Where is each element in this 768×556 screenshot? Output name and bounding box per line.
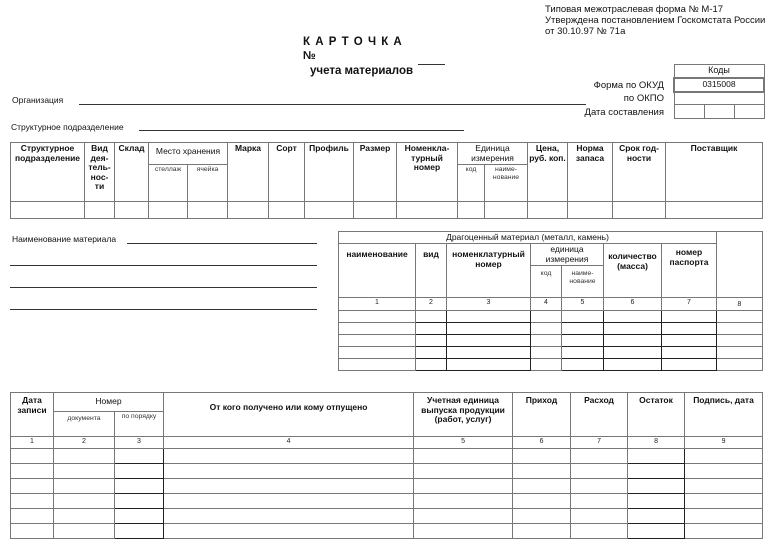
cell[interactable]: [717, 335, 763, 347]
cell[interactable]: [571, 449, 628, 464]
cell[interactable]: [305, 202, 354, 219]
col-number: 1: [11, 437, 54, 449]
cell[interactable]: [562, 323, 604, 335]
cell[interactable]: [571, 464, 628, 479]
cell[interactable]: [354, 202, 397, 219]
approval-date-line: от 30.10.97 № 71а: [545, 26, 626, 37]
cell[interactable]: [54, 494, 115, 509]
table-row: [339, 359, 763, 371]
cell[interactable]: [562, 359, 604, 371]
table-row: [339, 311, 763, 323]
cell[interactable]: [11, 449, 54, 464]
precious-material-table: [338, 231, 763, 371]
material-name-field[interactable]: [127, 243, 317, 244]
col-number: 3: [447, 298, 531, 311]
cell[interactable]: [228, 202, 269, 219]
codes-header: Коды: [674, 65, 764, 78]
cell[interactable]: [717, 347, 763, 359]
cell[interactable]: [164, 449, 414, 464]
column-numbers-row: [11, 437, 763, 449]
cell[interactable]: [115, 202, 149, 219]
cell[interactable]: [628, 509, 685, 524]
material-name-label: Наименование материала: [12, 234, 117, 244]
card-title: К А Р Т О Ч К А: [303, 36, 403, 48]
col-8-header: [717, 232, 763, 298]
col-quantity: количество (масса): [604, 244, 662, 298]
cell[interactable]: [662, 311, 717, 323]
column-numbers-row: [339, 298, 763, 311]
col-activity: Вид дея-тель-нос-ти: [85, 143, 115, 202]
cell[interactable]: [513, 494, 571, 509]
col-unit: Единица измерения: [458, 143, 528, 165]
cell[interactable]: [628, 524, 685, 539]
cell[interactable]: [562, 335, 604, 347]
col-number: 5: [562, 298, 604, 311]
cell[interactable]: [628, 494, 685, 509]
cell[interactable]: [115, 479, 164, 494]
col-stock-norm: Норма запаса: [568, 143, 613, 202]
cell[interactable]: [685, 449, 763, 464]
cell[interactable]: [11, 494, 54, 509]
cell[interactable]: [54, 524, 115, 539]
cell[interactable]: [685, 494, 763, 509]
cell[interactable]: [685, 509, 763, 524]
col-price: Цена, руб. коп.: [528, 143, 568, 202]
col-unit-name: наиме-нование: [485, 165, 528, 202]
movement-table: [10, 392, 763, 539]
table-row: [339, 323, 763, 335]
col-rack: стеллаж: [149, 165, 188, 202]
date-year[interactable]: [734, 105, 764, 119]
col-number: 2: [54, 437, 115, 449]
cell[interactable]: [662, 335, 717, 347]
col-accounting-unit: Учетная единица выпуска продукции (работ, услуг): [414, 393, 513, 437]
cell[interactable]: [11, 464, 54, 479]
col-date: Дата записи: [11, 393, 54, 437]
date-month[interactable]: [704, 105, 734, 119]
cell[interactable]: [571, 524, 628, 539]
cell[interactable]: [416, 311, 447, 323]
material-info-table: [10, 142, 763, 219]
codes-box: [673, 64, 765, 119]
col-shelf-life: Срок год-ности: [613, 143, 666, 202]
cell[interactable]: [717, 359, 763, 371]
cell[interactable]: [513, 524, 571, 539]
col-unit-code: код: [531, 266, 562, 298]
cell[interactable]: [571, 509, 628, 524]
cell[interactable]: [604, 311, 662, 323]
okud-value[interactable]: 0315008: [674, 78, 764, 92]
precious-title: Драгоценный материал (металл, камень): [339, 232, 717, 244]
cell[interactable]: [531, 311, 562, 323]
col-from-to: От кого получено или кому отпущено: [164, 393, 414, 437]
cell[interactable]: [339, 359, 416, 371]
cell[interactable]: [85, 202, 115, 219]
cell[interactable]: [416, 335, 447, 347]
cell[interactable]: [531, 347, 562, 359]
col-number: 2: [416, 298, 447, 311]
table-row: [11, 464, 763, 479]
cell[interactable]: [339, 323, 416, 335]
col-nomenclature: Номенкла-турный номер: [397, 143, 458, 202]
col-passport: номер паспорта: [662, 244, 717, 298]
cell[interactable]: [269, 202, 305, 219]
cell[interactable]: [414, 464, 513, 479]
col-number: 8: [628, 437, 685, 449]
col-income: Приход: [513, 393, 571, 437]
approval-line: Утверждена постановлением Госкомстата России: [545, 15, 766, 26]
okpo-value[interactable]: [674, 92, 764, 105]
cell[interactable]: [662, 323, 717, 335]
col-number: 5: [414, 437, 513, 449]
cell[interactable]: [164, 494, 414, 509]
cell[interactable]: [685, 524, 763, 539]
date-label: Дата составления: [584, 107, 664, 118]
cell[interactable]: [54, 479, 115, 494]
col-number: 9: [685, 437, 763, 449]
cell[interactable]: [414, 479, 513, 494]
cell[interactable]: [628, 449, 685, 464]
division-field[interactable]: [139, 130, 464, 131]
division-label: Структурное подразделение: [11, 122, 124, 132]
cell[interactable]: [531, 323, 562, 335]
material-name-line-4[interactable]: [10, 309, 317, 310]
cell[interactable]: [571, 479, 628, 494]
col-order: по порядку: [115, 412, 164, 437]
card-number-field[interactable]: [418, 64, 445, 65]
cell[interactable]: [458, 202, 485, 219]
cell[interactable]: [149, 202, 188, 219]
cell[interactable]: [164, 464, 414, 479]
table-row: [11, 449, 763, 464]
table-row: [11, 202, 763, 219]
cell[interactable]: [339, 347, 416, 359]
table-row: [11, 494, 763, 509]
cell[interactable]: [447, 359, 531, 371]
cell[interactable]: [571, 494, 628, 509]
cell[interactable]: [662, 347, 717, 359]
cell[interactable]: [11, 479, 54, 494]
col-signature: Подпись, дата: [685, 393, 763, 437]
col-expense: Расход: [571, 393, 628, 437]
cell[interactable]: [416, 359, 447, 371]
col-nomenclature: номенклатурный номер: [447, 244, 531, 298]
okpo-label: по ОКПО: [623, 93, 664, 104]
table-row: [11, 524, 763, 539]
card-subtitle: учета материалов: [310, 65, 414, 77]
cell[interactable]: [604, 323, 662, 335]
cell[interactable]: [485, 202, 528, 219]
form-type-line: Типовая межотраслевая форма № М-17: [545, 4, 724, 15]
col-size: Размер: [354, 143, 397, 202]
col-number: 8: [717, 298, 763, 311]
cell[interactable]: [414, 524, 513, 539]
cell[interactable]: [604, 359, 662, 371]
cell[interactable]: [397, 202, 458, 219]
col-number: 1: [339, 298, 416, 311]
cell[interactable]: [531, 335, 562, 347]
cell[interactable]: [164, 509, 414, 524]
cell[interactable]: [339, 311, 416, 323]
table-row: [11, 509, 763, 524]
cell[interactable]: [717, 311, 763, 323]
col-document: документа: [54, 412, 115, 437]
cell[interactable]: [54, 449, 115, 464]
cell[interactable]: [416, 323, 447, 335]
cell[interactable]: [115, 449, 164, 464]
cell[interactable]: [414, 494, 513, 509]
cell[interactable]: [447, 347, 531, 359]
organization-field[interactable]: [79, 104, 586, 105]
col-number: 6: [604, 298, 662, 311]
cell[interactable]: [164, 524, 414, 539]
cell[interactable]: [11, 524, 54, 539]
cell[interactable]: [628, 479, 685, 494]
cell[interactable]: [414, 509, 513, 524]
cell[interactable]: [562, 311, 604, 323]
table-row: [339, 347, 763, 359]
cell[interactable]: [685, 464, 763, 479]
cell[interactable]: [604, 347, 662, 359]
cell[interactable]: [54, 464, 115, 479]
col-unit: единица измерения: [531, 244, 604, 266]
cell[interactable]: [604, 335, 662, 347]
col-number: 7: [662, 298, 717, 311]
cell[interactable]: [11, 202, 85, 219]
cell[interactable]: [685, 479, 763, 494]
col-division: Структурное подразделение: [11, 143, 85, 202]
cell[interactable]: [115, 509, 164, 524]
cell[interactable]: [414, 449, 513, 464]
material-name-line-2[interactable]: [10, 265, 317, 266]
cell[interactable]: [54, 509, 115, 524]
col-grade: Сорт: [269, 143, 305, 202]
cell[interactable]: [613, 202, 666, 219]
cell[interactable]: [562, 347, 604, 359]
material-name-line-3[interactable]: [10, 287, 317, 288]
table-row: [339, 335, 763, 347]
col-unit-name: наиме-нование: [562, 266, 604, 298]
cell[interactable]: [339, 335, 416, 347]
okud-label: Форма по ОКУД: [593, 80, 664, 91]
cell[interactable]: [164, 479, 414, 494]
cell[interactable]: [447, 323, 531, 335]
cell[interactable]: [513, 449, 571, 464]
cell[interactable]: [11, 509, 54, 524]
col-unit-code: код: [458, 165, 485, 202]
cell[interactable]: [528, 202, 568, 219]
col-cell: ячейка: [188, 165, 228, 202]
cell[interactable]: [115, 494, 164, 509]
col-balance: Остаток: [628, 393, 685, 437]
cell[interactable]: [416, 347, 447, 359]
col-supplier: Поставщик: [666, 143, 763, 202]
date-day[interactable]: [674, 105, 704, 119]
col-type: вид: [416, 244, 447, 298]
col-warehouse: Склад: [115, 143, 149, 202]
col-number: 7: [571, 437, 628, 449]
cell[interactable]: [662, 359, 717, 371]
col-number: 4: [531, 298, 562, 311]
cell[interactable]: [513, 464, 571, 479]
col-number-group: Номер: [54, 393, 164, 412]
cell[interactable]: [188, 202, 228, 219]
cell[interactable]: [513, 509, 571, 524]
col-number: 4: [164, 437, 414, 449]
col-number: 3: [115, 437, 164, 449]
col-brand: Марка: [228, 143, 269, 202]
col-number: 6: [513, 437, 571, 449]
table-row: [11, 479, 763, 494]
col-storage: Место хранения: [149, 143, 228, 165]
cell[interactable]: [115, 464, 164, 479]
col-profile: Профиль: [305, 143, 354, 202]
cell[interactable]: [717, 323, 763, 335]
cell[interactable]: [568, 202, 613, 219]
cell[interactable]: [628, 464, 685, 479]
cell[interactable]: [531, 359, 562, 371]
cell[interactable]: [447, 335, 531, 347]
organization-label: Организация: [12, 95, 64, 105]
cell[interactable]: [513, 479, 571, 494]
col-name: наименование: [339, 244, 416, 298]
cell[interactable]: [115, 524, 164, 539]
card-number-label: №: [303, 50, 316, 62]
cell[interactable]: [447, 311, 531, 323]
cell[interactable]: [666, 202, 763, 219]
